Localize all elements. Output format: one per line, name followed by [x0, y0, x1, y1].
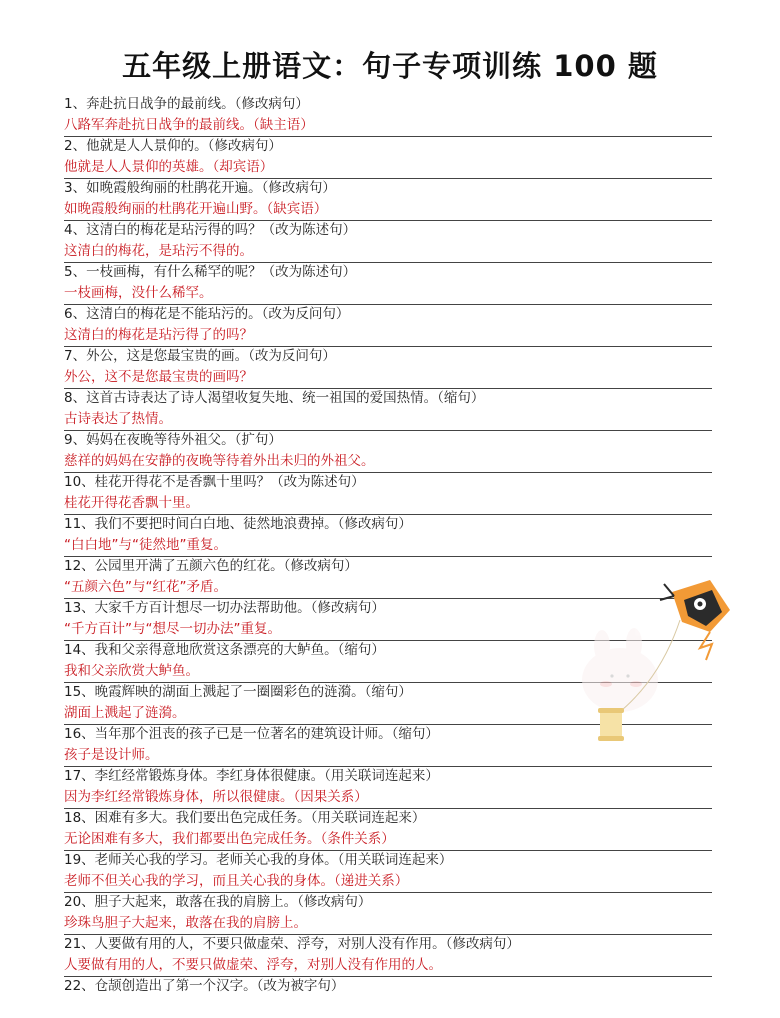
question-text: 22、仓颉创造出了第一个汉字。（改为被字句） — [64, 978, 345, 994]
question-text: 11、我们不要把时间白白地、徒然地浪费掉。（修改病句） — [64, 516, 412, 532]
list-item — [64, 94, 724, 136]
answer-text: “白白地”与“徒然地”重复。 — [64, 535, 712, 557]
list-item — [64, 346, 724, 388]
question-text: 2、他就是人人景仰的。（修改病句） — [64, 138, 282, 154]
question-text: 9、妈妈在夜晚等待外祖父。（扩句） — [64, 432, 282, 448]
answer-text: 珍珠鸟胆子大起来，敢落在我的肩膀上。 — [64, 913, 712, 935]
question-text: 6、这清白的梅花是不能玷污的。（改为反问句） — [64, 306, 350, 322]
answer-text: “五颜六色”与“红花”矛盾。 — [64, 577, 712, 599]
list-item — [64, 472, 724, 514]
list-item — [64, 514, 724, 556]
list-item — [64, 262, 724, 304]
question-text: 7、外公，这是您最宝贵的画。（改为反问句） — [64, 348, 336, 364]
answer-text: 桂花开得花香飘十里。 — [64, 493, 712, 515]
question-text: 21、人要做有用的人，不要只做虚荣、浮夸，对别人没有作用。（修改病句） — [64, 936, 520, 952]
answer-text: 如晚霞般绚丽的杜鹃花开遍山野。（缺宾语） — [64, 199, 712, 221]
answer-text: 老师不但关心我的学习，而且关心我的身体。（递进关系） — [64, 871, 712, 893]
bunny-icon — [582, 628, 658, 712]
exercise-list — [64, 94, 724, 1018]
answer-text: 外公，这不是您最宝贵的画吗？ — [64, 367, 712, 389]
answer-text: 他就是人人景仰的英雄。（却宾语） — [64, 157, 712, 179]
page-title: 五年级上册语文：句子专项训练 100 题 — [122, 49, 658, 83]
answer-text: 孩子是设计师。 — [64, 745, 712, 767]
question-text: 18、困难有多大。我们要出色完成任务。（用关联词连起来） — [64, 810, 426, 826]
answer-text: 无论困难有多大，我们都要出色完成任务。（条件关系） — [64, 829, 712, 851]
question-text: 16、当年那个沮丧的孩子已是一位著名的建筑设计师。（缩句） — [64, 726, 439, 742]
answer-text: 八路军奔赴抗日战争的最前线。（缺主语） — [64, 115, 712, 137]
list-item — [64, 388, 724, 430]
question-text: 12、公园里开满了五颜六色的红花。（修改病句） — [64, 558, 358, 574]
answer-text: 因为李红经常锻炼身体，所以很健康。（因果关系） — [64, 787, 712, 809]
list-item — [64, 430, 724, 472]
answer-text: 湖面上溅起了涟漪。 — [64, 703, 712, 725]
list-item — [64, 976, 724, 1018]
question-text: 4、这清白的梅花是玷污得的吗？（改为陈述句） — [64, 222, 357, 238]
answer-text: 古诗表达了热情。 — [64, 409, 712, 431]
question-text: 15、晚霞辉映的湖面上溅起了一圈圈彩色的涟漪。（缩句） — [64, 684, 412, 700]
kite-icon — [660, 580, 730, 660]
list-item — [64, 850, 724, 892]
answer-text: 一枝画梅，没什么稀罕。 — [64, 283, 712, 305]
question-text: 3、如晚霞般绚丽的杜鹃花开遍。（修改病句） — [64, 180, 336, 196]
list-item — [64, 808, 724, 850]
list-item — [64, 892, 724, 934]
answer-text: 慈祥的妈妈在安静的夜晚等待着外出未归的外祖父。 — [64, 451, 712, 473]
list-item — [64, 766, 724, 808]
question-text: 14、我和父亲得意地欣赏这条漂亮的大鲈鱼。（缩句） — [64, 642, 385, 658]
question-text: 8、这首古诗表达了诗人渴望收复失地、统一祖国的爱国热情。（缩句） — [64, 390, 485, 406]
answer-text: “千方百计”与“想尽一切办法”重复。 — [64, 619, 712, 641]
list-item — [64, 178, 724, 220]
answer-text: 这清白的梅花是玷污得了的吗？ — [64, 325, 712, 347]
list-item — [64, 934, 724, 976]
answer-text: 我和父亲欣赏大鲈鱼。 — [64, 661, 712, 683]
kite-bunny-illustration — [560, 570, 760, 770]
list-item — [64, 220, 724, 262]
question-text: 19、老师关心我的学习。老师关心我的身体。（用关联词连起来） — [64, 852, 453, 868]
question-text: 1、奔赴抗日战争的最前线。（修改病句） — [64, 96, 309, 112]
question-text: 5、一枝画梅，有什么稀罕的呢？（改为陈述句） — [64, 264, 357, 280]
question-text: 17、李红经常锻炼身体。李红身体很健康。（用关联词连起来） — [64, 768, 439, 784]
thread-spool-icon — [598, 708, 624, 741]
question-text: 20、胆子大起来，敢落在我的肩膀上。（修改病句） — [64, 894, 372, 910]
answer-text: 这清白的梅花，是玷污不得的。 — [64, 241, 712, 263]
list-item — [64, 136, 724, 178]
answer-text: 人要做有用的人，不要只做虚荣、浮夸，对别人没有作用的人。 — [64, 955, 712, 977]
question-text: 10、桂花开得花不是香飘十里吗？（改为陈述句） — [64, 474, 365, 490]
list-item — [64, 304, 724, 346]
question-text: 13、大家千方百计想尽一切办法帮助他。（修改病句） — [64, 600, 385, 616]
